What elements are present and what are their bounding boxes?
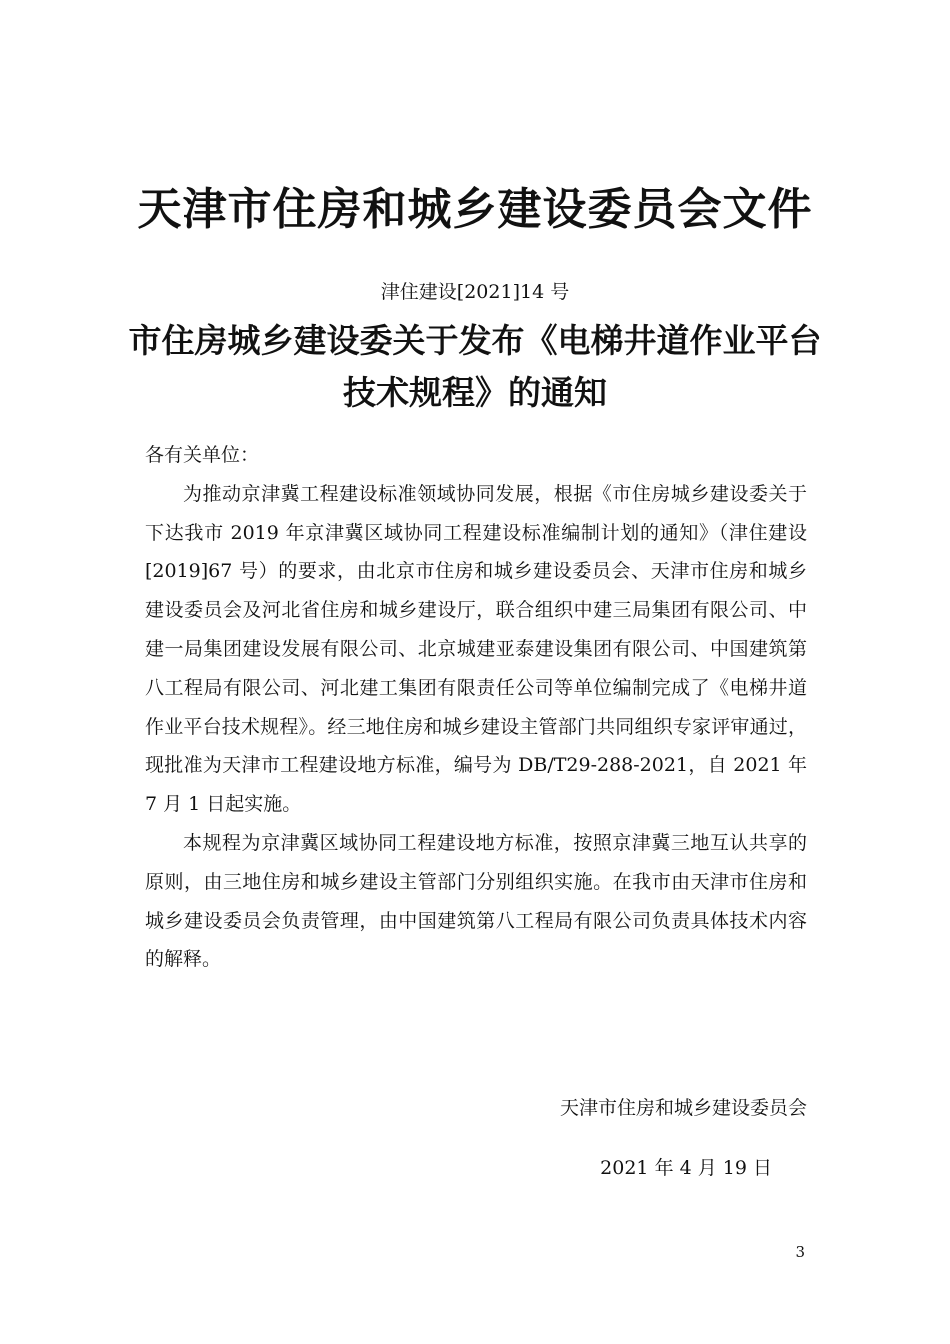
notice-body: [145, 436, 807, 979]
notice-title: [100, 315, 850, 419]
document-number: 津住建设[2021]14 号: [380, 281, 570, 303]
salutation: 各有关单位：: [145, 444, 260, 466]
signer: 天津市住房和城乡建设委员会: [559, 1097, 807, 1119]
issuer-heading: 天津市住房和城乡建设委员会文件: [137, 184, 813, 235]
body-paragraph-1: 为推动京津冀工程建设标准领域协同发展，根据《市住房城乡建设委关于下达我市 2019 年京津冀区域协同工程建设标准编制计划的通知》（津住建设[2019]67 号）的要求，由北京市住房和城乡建设委员会、天津市住房和城乡建设委员会及河北省住房和城乡建设厅，联合组织中建三局集团有限公司、中建一局集团建设发展有限公司、北京城建亚泰建设集团有限公司、中国建筑第八工程局有限公司、河北建工集团有限责任公司等单位编制完成了《电梯井道作业平台技术规程》。经三地住房和城乡建设主管部门共同组织专家评审通过，现批准为天津市工程建设地方标准，编号为 DB/T29-288-2021，自 2021 年 7 月 1 日起实施。: [145, 482, 807, 816]
notice-title-line-2: 技术规程》的通知: [343, 373, 607, 412]
issue-date: 2021 年 4 月 19 日: [600, 1157, 772, 1179]
page-number: 3: [795, 1243, 805, 1261]
notice-title-line-1: 市住房城乡建设委关于发布《电梯井道作业平台: [128, 321, 822, 360]
body-paragraph-2: 本规程为京津冀区域协同工程建设地方标准，按照京津冀三地互认共享的原则，由三地住房和城乡建设主管部门分别组织实施。在我市由天津市住房和城乡建设委员会负责管理，由中国建筑第八工程局有限公司负责具体技术内容的解释。: [145, 831, 807, 971]
